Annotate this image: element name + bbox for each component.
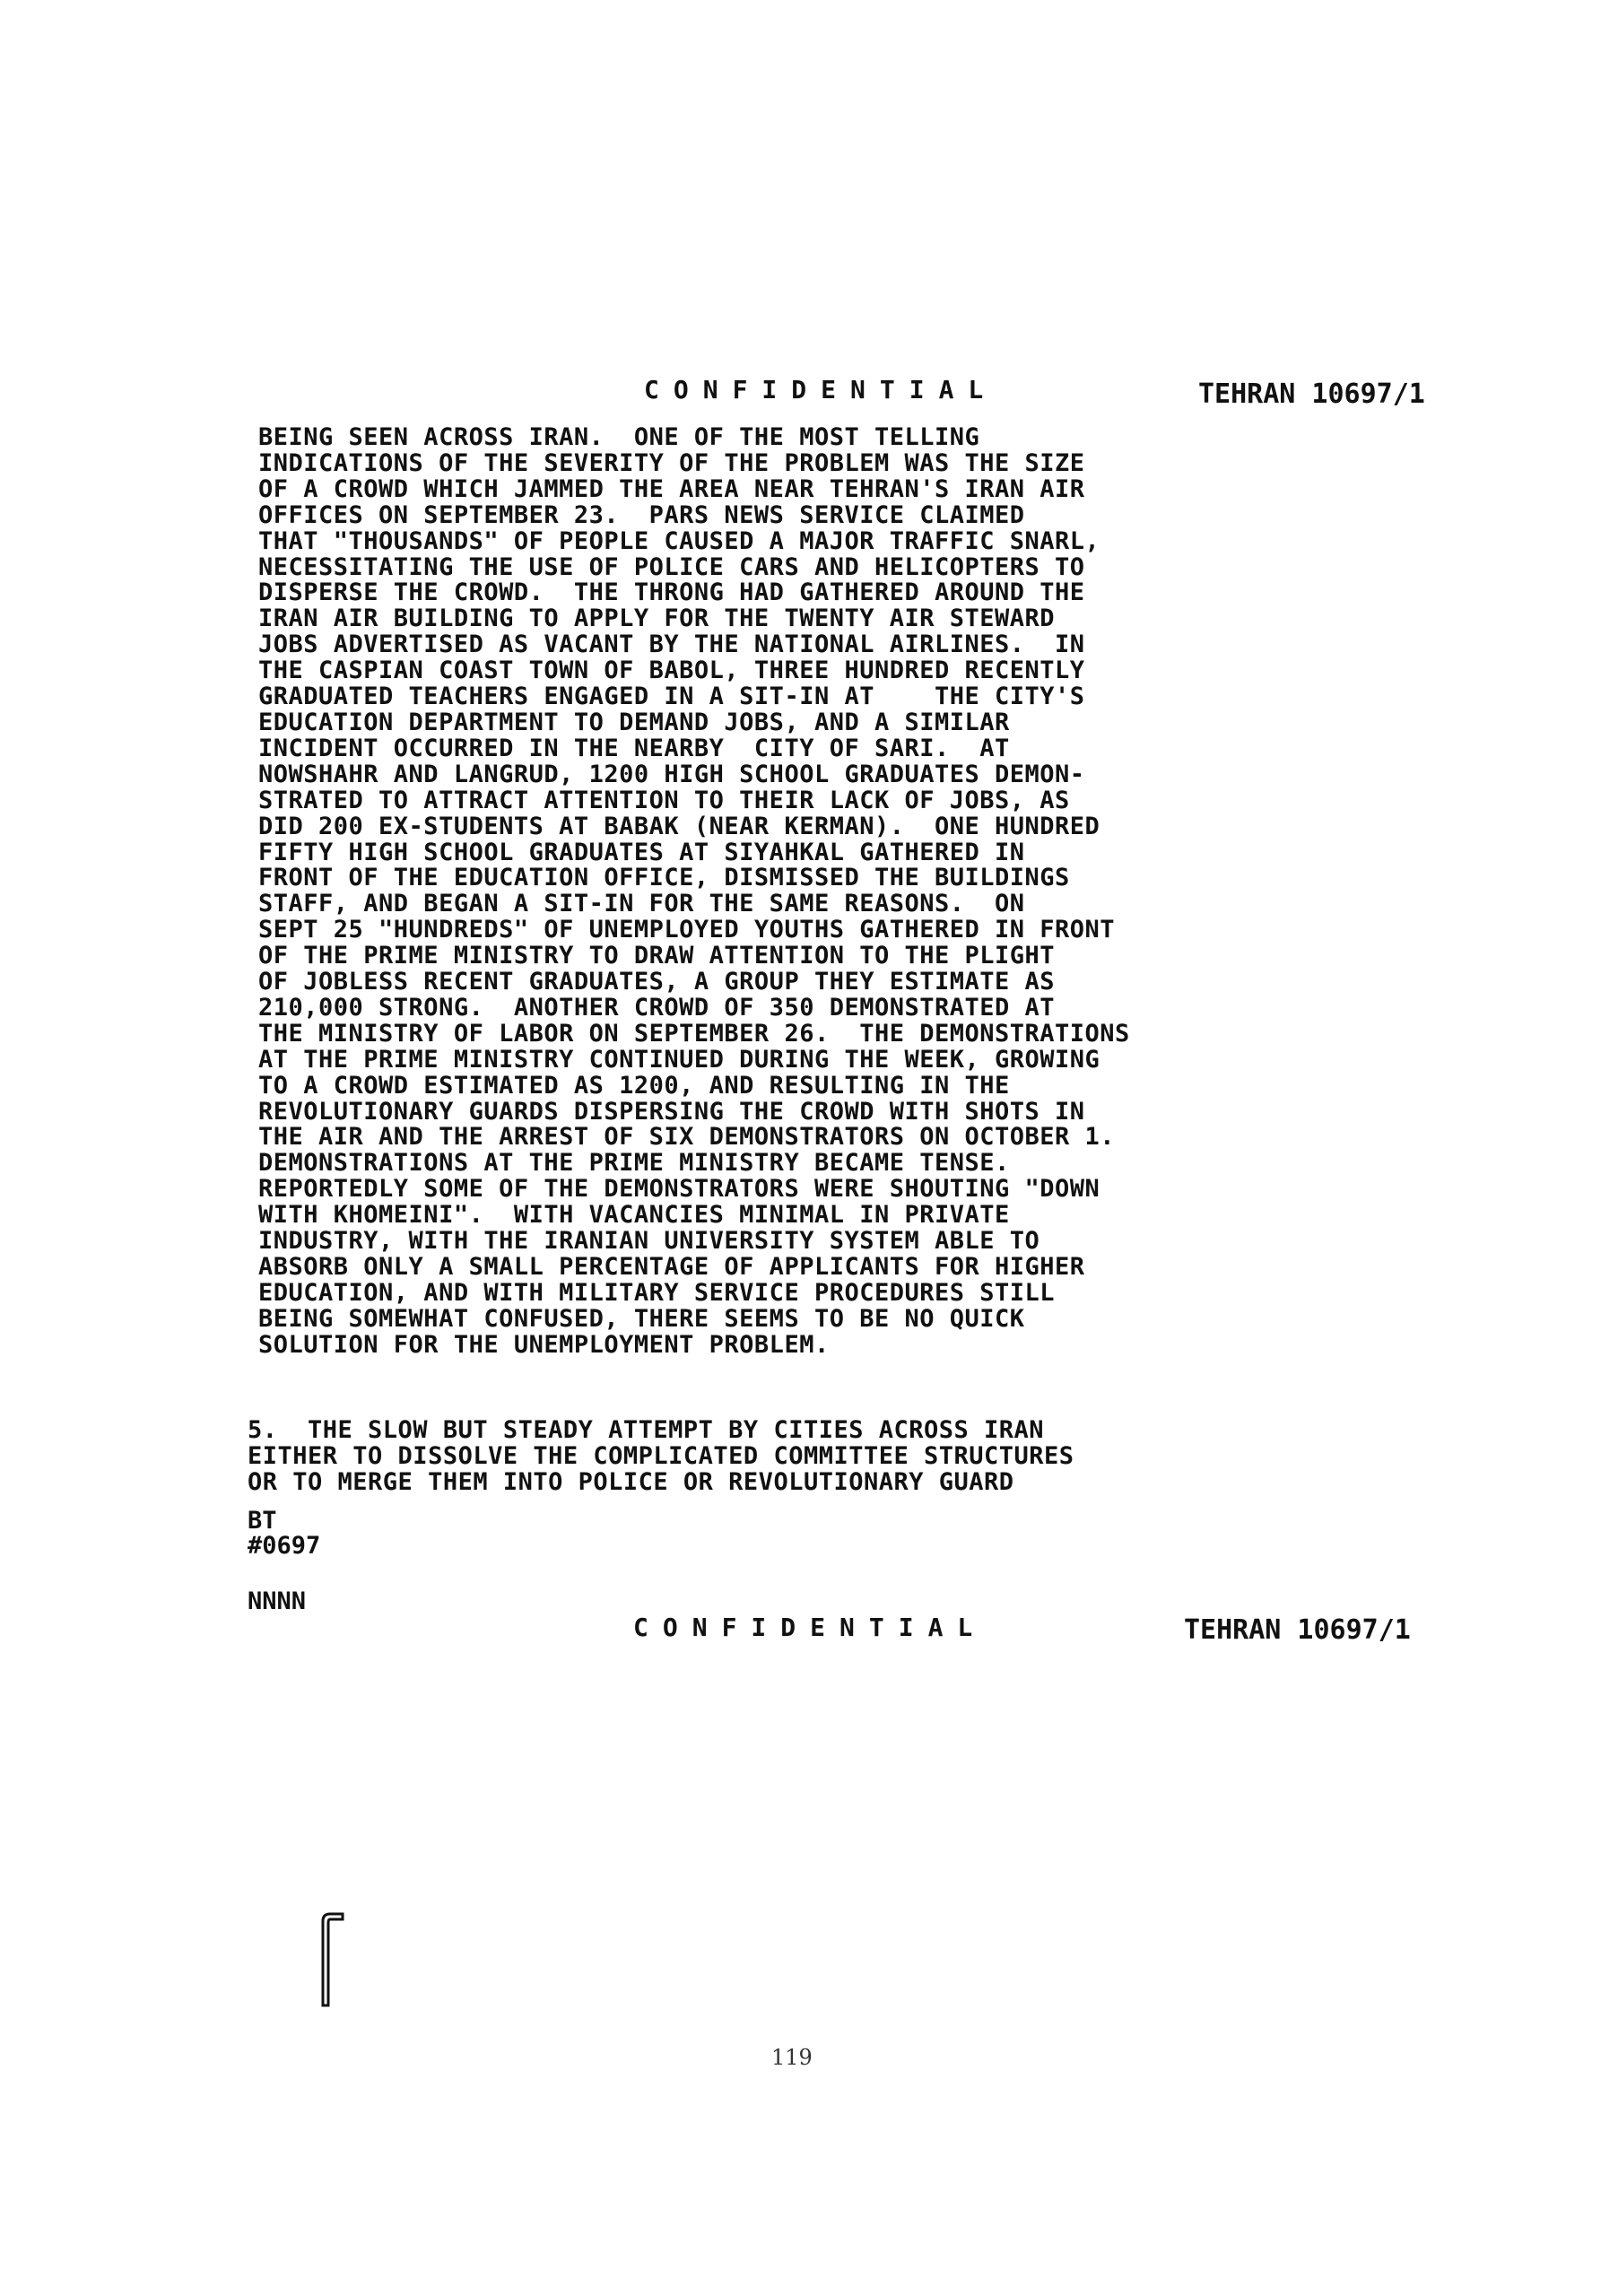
end-marker: NNNN [248,1587,307,1615]
cable-body-text: BEING SEEN ACROSS IRAN. ONE OF THE MOST TELLING INDICATIONS OF THE SEVERITY OF THE PROBLEM WAS THE SIZE OF A CROWD WHICH JAMMED THE AREA NEAR TEHRAN'S IRAN AIR OFFICES ON SEPTEMBER 23. PARS NEWS SERVICE CLAIMED THAT "THOUSANDS" OF PEOPLE CAUSED A MAJOR TRAFFIC SNARL, NECESSITATING THE USE OF POLICE CARS AND HELICOPTERS TO DISPERSE THE CROWD. THE THRONG HAD GATHERED AROUND THE IRAN AIR BUILDING TO APPLY FOR THE TWENTY AIR STEWARD JOBS ADVERTISED AS VACANT BY THE NATIONAL AIRLINES. IN THE CASPIAN COAST TOWN OF BABOL, THREE HUNDRED RECENTLY GRADUATED TEACHERS ENGAGED IN A SIT-IN AT THE CITY'S EDUCATION DEPARTMENT TO DEMAND JOBS, AND A SIMILAR INCIDENT OCCURRED IN THE NEARBY CITY OF SARI. AT NOWSHAHR AND LANGRUD, 1200 HIGH SCHOOL GRADUATES DEMON- STRATED TO ATTRACT ATTENTION TO THEIR LACK OF JOBS, AS DID 200 EX-STUDENTS AT BABAK (NEAR KERMAN). ONE HUNDRED FIFTY HIGH SCHOOL GRADUATES AT SIYAHKAL GATHERED IN FRONT OF THE EDUCATION OFFICE, DISMISSED THE BUILDINGS STAFF, AND BEGAN A SIT-IN FOR THE SAME REASONS. ON SEPT 25 "HUNDREDS" OF UNEMPLOYED YOUTHS GATHERED IN FRONT OF THE PRIME MINISTRY TO DRAW ATTENTION TO THE PLIGHT OF JOBLESS RECENT GRADUATES, A GROUP THEY ESTIMATE AS 210,000 STRONG. ANOTHER CROWD OF 350 DEMONSTRATED AT THE MINISTRY OF LABOR ON SEPTEMBER 26. THE DEMONSTRATIONS AT THE PRIME MINISTRY CONTINUED DURING THE WEEK, GROWING TO A CROWD ESTIMATED AS 1200, AND RESULTING IN THE REVOLUTIONARY GUARDS DISPERSING THE CROWD WITH SHOTS IN THE AIR AND THE ARREST OF SIX DEMONSTRATORS ON OCTOBER 1. DEMONSTRATIONS AT THE PRIME MINISTRY BECAME TENSE. REPORTEDLY SOME OF THE DEMONSTRATORS WERE SHOUTING "DOWN WITH KHOMEINI". WITH VACANCIES MINIMAL IN PRIVATE INDUSTRY, WITH THE IRANIAN UNIVERSITY SYSTEM ABLE TO ABSORB ONLY A SMALL PERCENTAGE OF APPLICANTS FOR HIGHER EDUCATION, AND WITH MILITARY SERVICE PROCEDURES STILL BEING SOMEWHAT CONFUSED, THERE SEEMS TO BE NO QUICK SOLUTION FOR THE UNEMPLOYMENT PROBLEM. [258,423,1130,1359]
header-classification: CONFIDENTIAL [644,375,998,404]
message-number: #0697 [248,1532,321,1560]
break-marker: BT [248,1507,277,1535]
page-number: 119 [771,2045,813,2070]
footer-reference: TEHRAN 10697/1 [1184,1614,1411,1646]
footer-classification: CONFIDENTIAL [633,1613,987,1642]
header-reference: TEHRAN 10697/1 [1198,378,1425,410]
bracket-mark-icon [319,1910,346,2009]
paragraph-5: 5. THE SLOW BUT STEADY ATTEMPT BY CITIES ACROSS IRAN EITHER TO DISSOLVE THE COMPLICATED COMMITTEE STRUCTURES OR TO MERGE THEM INTO POLICE OR REVOLUTIONARY GUARD [248,1416,1074,1496]
